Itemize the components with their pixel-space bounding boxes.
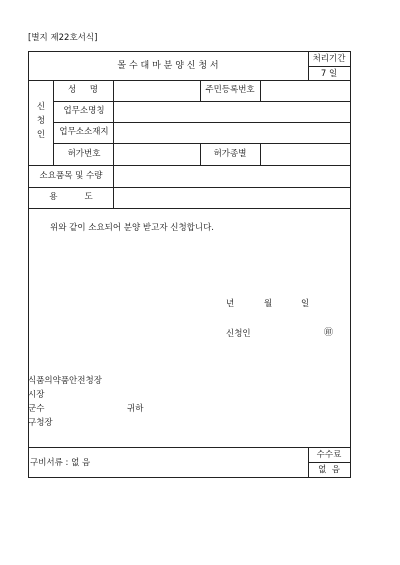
seal-mark: ㊞: [324, 328, 334, 338]
recipient-3: 군수: [28, 404, 45, 414]
permit-type-label: 허가종별: [213, 149, 247, 159]
fee-value: 없 음: [318, 465, 340, 475]
addressee-label: 귀하: [127, 404, 144, 414]
date-day-label: 일: [301, 299, 310, 309]
recipient-2: 시장: [28, 390, 45, 400]
processing-period-label: 처리기간: [312, 54, 346, 64]
applicant-section-label: 신 청 인: [36, 102, 46, 140]
date-month-label: 월: [264, 299, 273, 309]
business-address-label: 업무소소재지: [59, 127, 109, 137]
form-label: [별지 제22호서식]: [28, 33, 98, 43]
attachments-label: 구비서류 : 없 음: [30, 458, 91, 468]
fee-label: 수수료: [316, 450, 342, 460]
application-statement: 위와 같이 소요되어 분양 받고자 신청합니다.: [50, 223, 215, 233]
signer-label: 신청인: [226, 329, 251, 339]
date-year-label: 년: [226, 299, 235, 309]
permit-number-label: 허가번호: [67, 149, 101, 159]
business-name-label: 업무소명칭: [63, 106, 105, 116]
name-label: 성 명: [68, 85, 98, 95]
purpose-label: 용 도: [49, 192, 93, 202]
resident-number-label: 주민등록번호: [205, 85, 255, 95]
recipient-1: 식품의약품안전청장: [28, 376, 102, 386]
recipient-4: 구청장: [28, 418, 53, 428]
form-title: 몰 수 대 마 분 양 신 청 서: [117, 61, 219, 71]
item-quantity-label: 소요품목 및 수량: [39, 171, 103, 181]
processing-period-value: 7 일: [320, 69, 338, 79]
